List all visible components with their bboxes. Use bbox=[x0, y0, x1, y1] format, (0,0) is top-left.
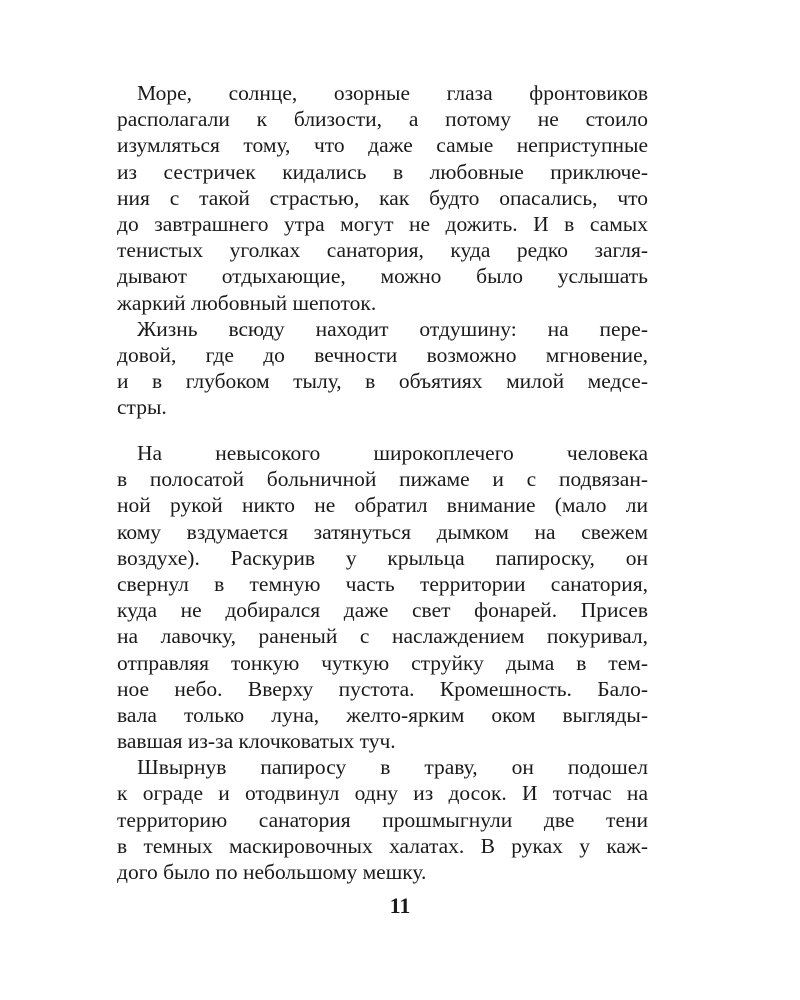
text-line: довой, где до вечности возможно мгновение, bbox=[117, 342, 648, 367]
text-line: Жизнь всюду находит отдушину: на пере- bbox=[137, 316, 648, 341]
text-line: отправляя тонкую чуткую струйку дыма в тем- bbox=[117, 650, 648, 675]
text-line: из сестричек кидались в любовные приключе- bbox=[117, 159, 648, 184]
paragraph-3 bbox=[117, 440, 648, 754]
text-line: и в глубоком тылу, в объятиях милой медсе- bbox=[117, 369, 648, 394]
text-line: стры. bbox=[117, 395, 167, 420]
text-line: территорию санатория прошмыгнули две тени bbox=[117, 807, 648, 832]
text-line: в полосатой больничной пижаме и с подвязан- bbox=[117, 467, 648, 492]
text-line: ное небо. Вверху пустота. Кромешность. Бало- bbox=[117, 676, 648, 701]
paragraph-1 bbox=[117, 80, 648, 316]
text-line: кому вздумается затянуться дымком на свежем bbox=[117, 519, 648, 544]
text-line: свернул в темную часть территории санатория, bbox=[117, 571, 648, 596]
text-line: к ограде и отодвинул одну из досок. И тотчас на bbox=[117, 781, 648, 806]
text-line: на лавочку, раненый с наслаждением покуривал, bbox=[117, 624, 648, 649]
text-line: изумляться тому, что даже самые неприступные bbox=[117, 133, 648, 158]
text-line: тенистых уголках санатория, куда редко загля- bbox=[117, 238, 648, 263]
text-line: до завтрашнего утра могут не дожить. И в самых bbox=[117, 211, 648, 236]
text-section-1 bbox=[117, 80, 648, 420]
paragraph-2 bbox=[117, 316, 648, 421]
text-line: дывают отдыхающие, можно было услышать bbox=[117, 264, 648, 289]
text-line: располагали к близости, а потому не стоило bbox=[117, 107, 648, 132]
text-line: дого было по небольшому мешку. bbox=[117, 860, 427, 884]
text-line: куда не добирался даже свет фонарей. Присев bbox=[117, 598, 648, 623]
text-line: Швырнув папиросу в траву, он подошел bbox=[137, 755, 648, 780]
text-line: ной рукой никто не обратил внимание (мало ли bbox=[117, 493, 648, 518]
text-line: жаркий любовный шепоток. bbox=[117, 290, 377, 315]
text-line: вала только луна, желто-ярким оком выгляды- bbox=[117, 702, 648, 727]
text-line: На невысокого широкоплечего человека bbox=[137, 441, 648, 465]
paragraph-4 bbox=[117, 754, 648, 885]
text-line: в темных маскировочных халатах. В руках у каж- bbox=[117, 833, 648, 858]
text-section-2 bbox=[117, 440, 648, 885]
page-number: 11 bbox=[389, 893, 411, 918]
text-line: вавшая из-за клочковатых туч. bbox=[117, 729, 396, 754]
text-line: ния с такой страстью, как будто опасались, что bbox=[117, 185, 648, 210]
text-line: воздухе). Раскурив у крыльца папироску, он bbox=[117, 545, 648, 570]
text-line: Море, солнце, озорные глаза фронтовиков bbox=[137, 81, 648, 105]
